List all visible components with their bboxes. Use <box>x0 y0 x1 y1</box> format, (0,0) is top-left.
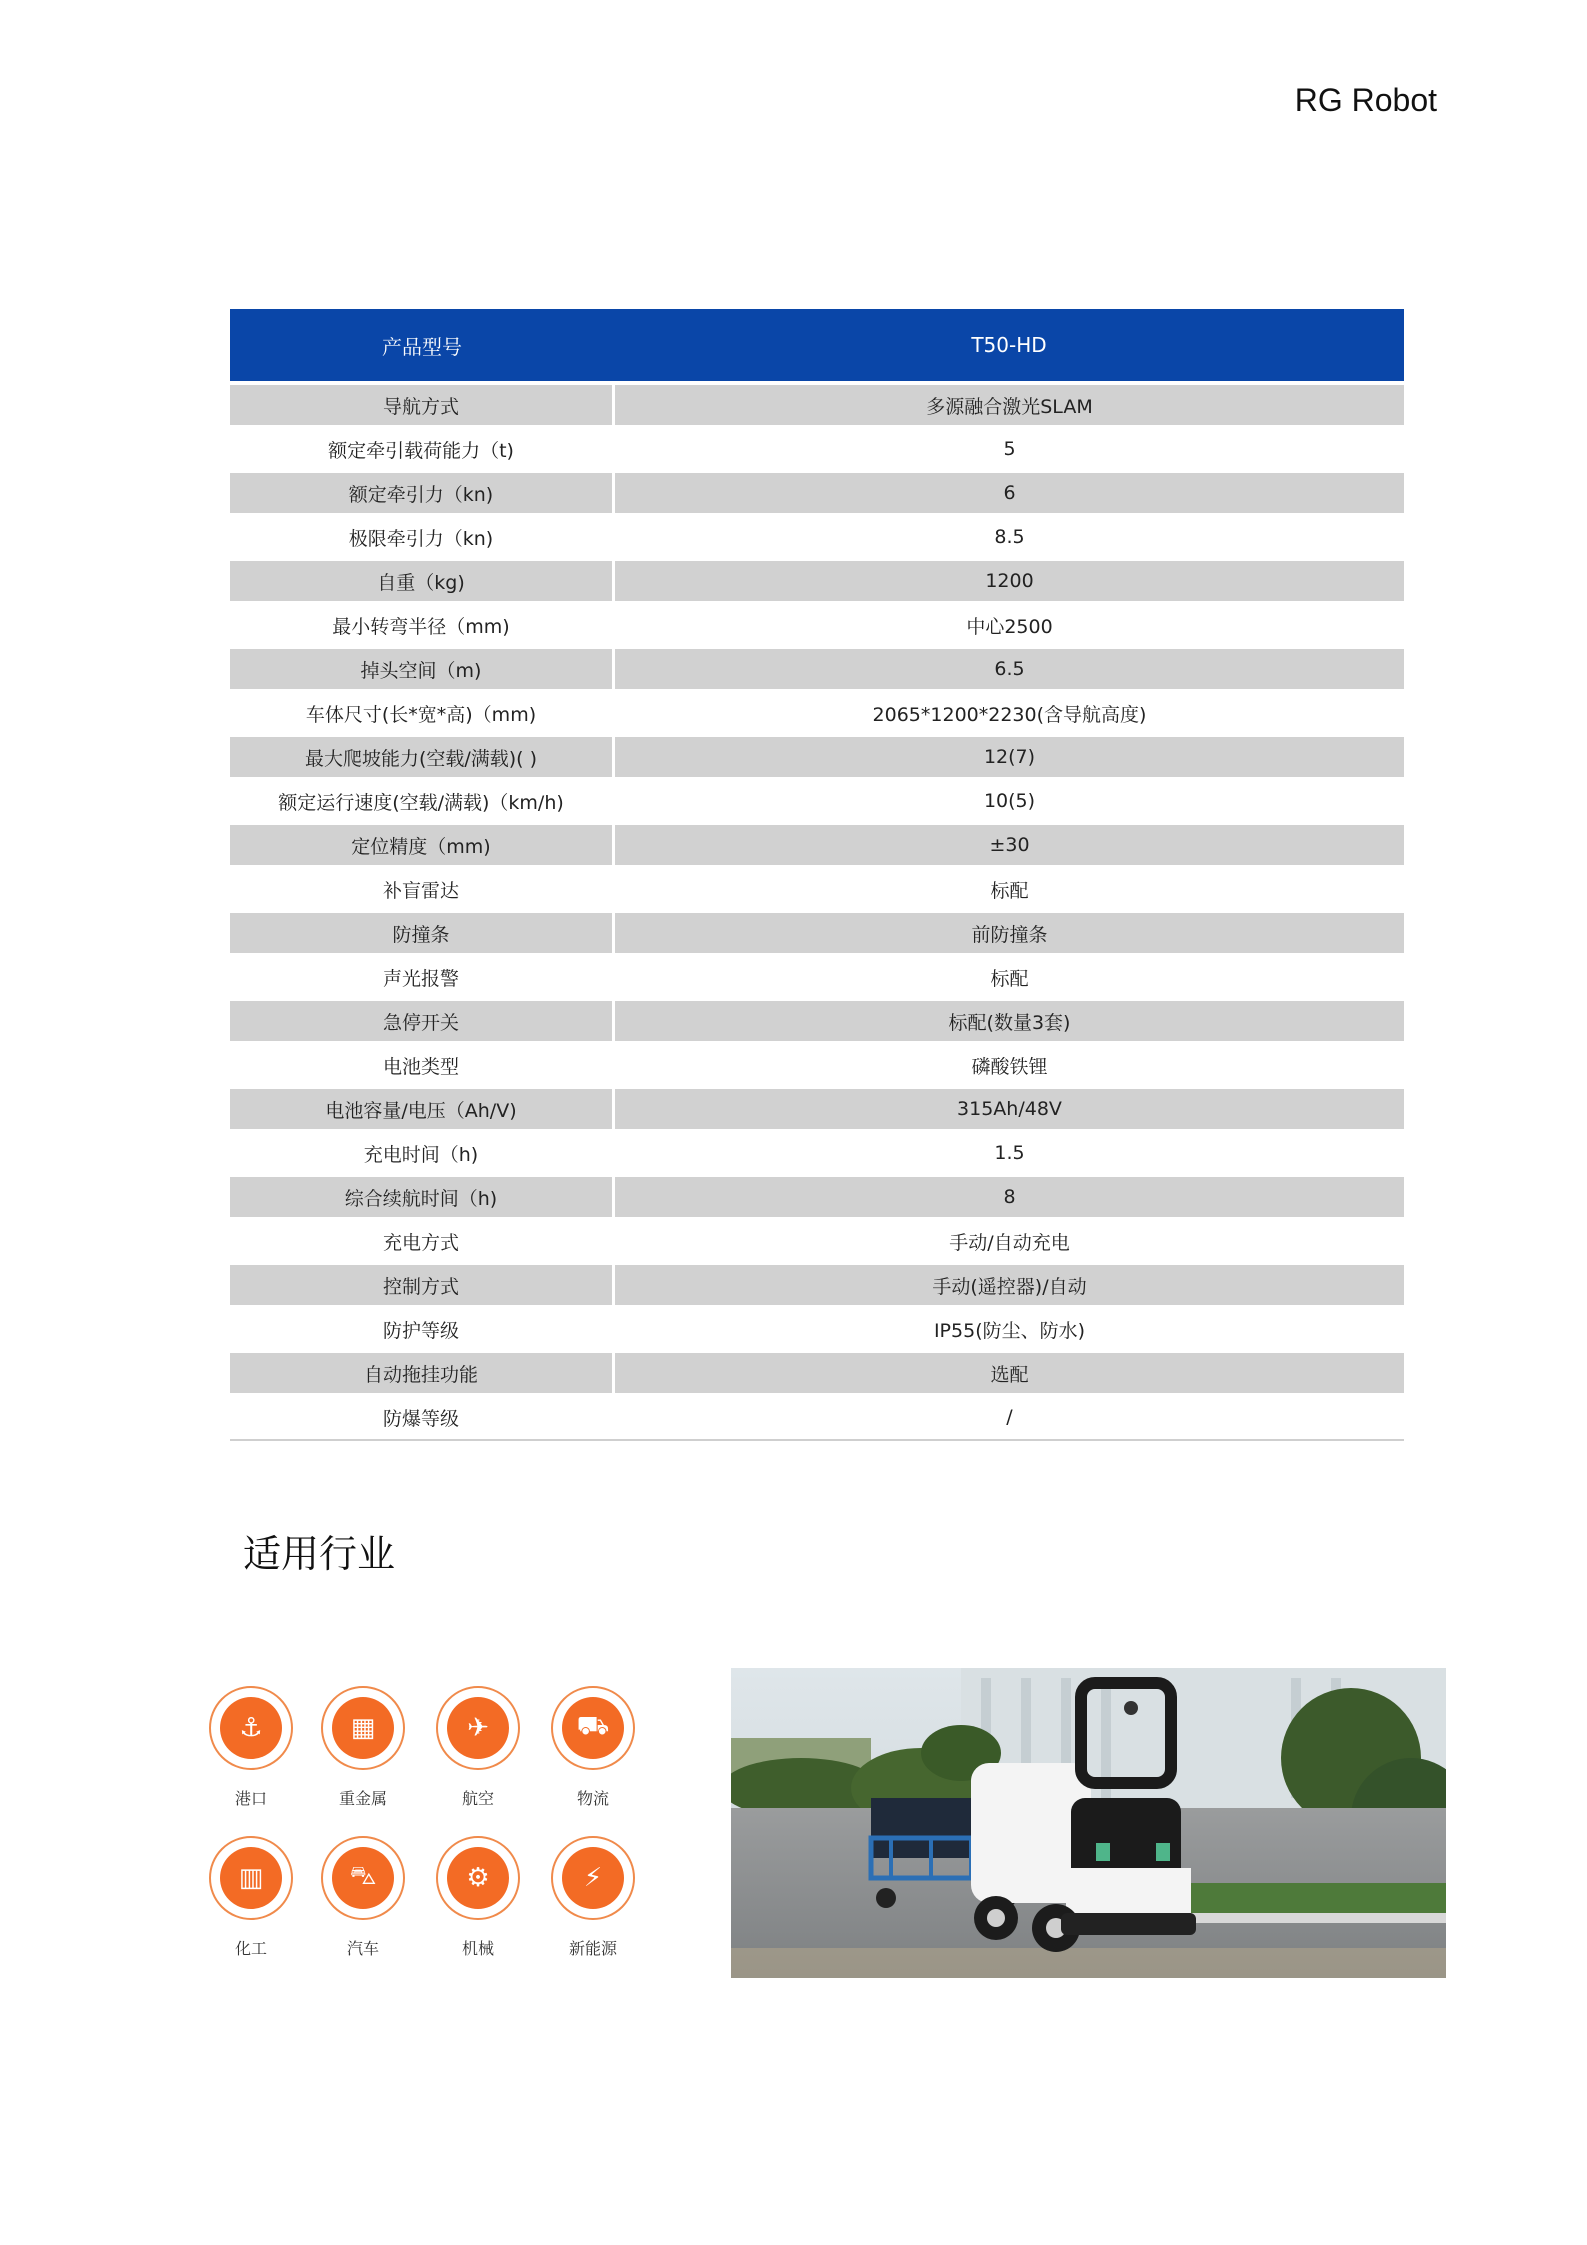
table-row <box>230 517 1404 557</box>
industry-label: 重金属 <box>338 1789 387 1808</box>
spec-label: 电池类型 <box>382 1055 459 1078</box>
industry-glyph: ⛍ <box>332 1847 394 1909</box>
spec-value: 8.5 <box>994 526 1025 548</box>
spec-header-label: 产品型号 <box>382 334 462 359</box>
spec-value: 选配 <box>615 1353 1404 1393</box>
spec-label: 定位精度（mm) <box>230 825 612 865</box>
table-row <box>230 1353 1404 1393</box>
table-row <box>230 473 1404 513</box>
industry-item <box>423 1836 533 1959</box>
spec-value: 前防撞条 <box>615 913 1404 953</box>
spec-label: 最大爬坡能力(空载/满载)( ) <box>230 737 612 777</box>
spec-value: ±30 <box>615 825 1404 865</box>
plane-icon <box>436 1686 520 1770</box>
industry-item <box>308 1686 418 1809</box>
table-row <box>230 561 1404 601</box>
spec-label: 急停开关 <box>230 1001 612 1041</box>
industry-label: 新能源 <box>568 1939 617 1958</box>
table-row <box>230 913 1404 953</box>
table-row <box>230 737 1404 777</box>
table-row <box>230 781 1404 821</box>
industry-item <box>308 1836 418 1959</box>
spec-table <box>230 309 1404 1441</box>
industry-item <box>538 1836 648 1959</box>
spec-value: 8 <box>615 1177 1404 1217</box>
product-photo-image <box>731 1668 1446 1978</box>
spec-value: / <box>1006 1406 1013 1428</box>
industry-item <box>196 1686 306 1809</box>
industry-glyph: ▥ <box>220 1847 282 1909</box>
spec-table-header <box>230 309 1404 381</box>
table-row <box>230 693 1404 733</box>
spec-label: 防护等级 <box>382 1319 459 1342</box>
spec-label: 导航方式 <box>230 385 612 425</box>
table-bottom-rule <box>230 1439 1404 1441</box>
brand-name: RG Robot <box>1294 82 1437 118</box>
gear-icon <box>436 1836 520 1920</box>
table-row <box>230 869 1404 909</box>
industry-icon-grid <box>196 1686 656 1986</box>
spec-label: 自动拖挂功能 <box>230 1353 612 1393</box>
spec-value: 标配 <box>990 879 1029 902</box>
industry-glyph: ✈ <box>447 1697 509 1759</box>
spec-value: IP55(防尘、防水) <box>933 1319 1086 1342</box>
industry-glyph: ▦ <box>332 1697 394 1759</box>
industry-glyph: ⚓ <box>220 1697 282 1759</box>
spec-value: 1200 <box>615 561 1404 601</box>
spec-value: 磷酸铁锂 <box>971 1055 1048 1078</box>
industry-label: 机械 <box>461 1939 494 1958</box>
industry-item <box>538 1686 648 1809</box>
table-row <box>230 957 1404 997</box>
spec-value: 6.5 <box>615 649 1404 689</box>
table-row <box>230 1397 1404 1437</box>
spec-value: 标配 <box>990 967 1029 990</box>
table-row <box>230 605 1404 645</box>
table-row <box>230 1001 1404 1041</box>
spec-value: 多源融合激光SLAM <box>615 385 1404 425</box>
ev-icon <box>551 1836 635 1920</box>
spec-label: 综合续航时间（h) <box>230 1177 612 1217</box>
industry-label: 化工 <box>234 1939 267 1958</box>
industry-label: 航空 <box>461 1789 494 1808</box>
industry-item <box>196 1836 306 1959</box>
spec-value: 中心2500 <box>966 615 1053 638</box>
spec-label: 充电时间（h) <box>363 1143 479 1166</box>
metal-icon <box>321 1686 405 1770</box>
spec-label: 额定牵引力（kn) <box>230 473 612 513</box>
spec-label: 充电方式 <box>382 1231 459 1254</box>
table-row <box>230 1265 1404 1305</box>
spec-value: 标配(数量3套) <box>615 1001 1404 1041</box>
industry-glyph: ⚡ <box>562 1847 624 1909</box>
port-icon <box>209 1686 293 1770</box>
spec-label: 补盲雷达 <box>382 879 459 902</box>
spec-label: 最小转弯半径（mm) <box>332 615 510 638</box>
spec-label: 控制方式 <box>230 1265 612 1305</box>
spec-label: 声光报警 <box>382 967 459 990</box>
industry-label: 汽车 <box>346 1939 379 1958</box>
table-row <box>230 1309 1404 1349</box>
table-row <box>230 385 1404 425</box>
spec-value: 12(7) <box>615 737 1404 777</box>
spec-label: 掉头空间（m) <box>230 649 612 689</box>
section-title: 适用行业 <box>243 1532 396 1576</box>
spec-label: 电池容量/电压（Ah/V) <box>230 1089 612 1129</box>
spec-value: 手动/自动充电 <box>949 1231 1070 1254</box>
spec-label: 自重（kg) <box>230 561 612 601</box>
spec-header-value: T50-HD <box>971 333 1047 357</box>
table-row <box>230 1177 1404 1217</box>
spec-value: 6 <box>615 473 1404 513</box>
spec-label: 额定牵引载荷能力（t) <box>328 439 514 462</box>
spec-value: 手动(遥控器)/自动 <box>615 1265 1404 1305</box>
industry-label: 物流 <box>576 1789 609 1808</box>
table-row <box>230 1133 1404 1173</box>
table-row <box>230 1045 1404 1085</box>
spec-value: 10(5) <box>983 790 1036 812</box>
spec-label: 防撞条 <box>230 913 612 953</box>
spec-value: 5 <box>1003 438 1016 460</box>
industry-glyph: ⛟ <box>562 1697 624 1759</box>
spec-label: 极限牵引力（kn) <box>348 527 494 550</box>
table-row <box>230 825 1404 865</box>
spec-label: 额定运行速度(空载/满载)（km/h) <box>278 791 564 814</box>
industry-label: 港口 <box>234 1789 267 1808</box>
table-row <box>230 649 1404 689</box>
product-photo <box>731 1668 1446 1978</box>
spec-label: 防爆等级 <box>382 1407 459 1430</box>
spec-value: 315Ah/48V <box>615 1089 1404 1129</box>
industry-item <box>423 1686 533 1809</box>
spec-value: 1.5 <box>994 1142 1025 1164</box>
spec-value: 2065*1200*2230(含导航高度) <box>872 703 1147 726</box>
factory-icon <box>209 1836 293 1920</box>
spec-label: 车体尺寸(长*宽*高)（mm) <box>305 703 537 726</box>
car-icon <box>321 1836 405 1920</box>
table-row <box>230 1221 1404 1261</box>
industry-glyph: ⚙ <box>447 1847 509 1909</box>
truck-icon <box>551 1686 635 1770</box>
table-row <box>230 429 1404 469</box>
table-row <box>230 1089 1404 1129</box>
